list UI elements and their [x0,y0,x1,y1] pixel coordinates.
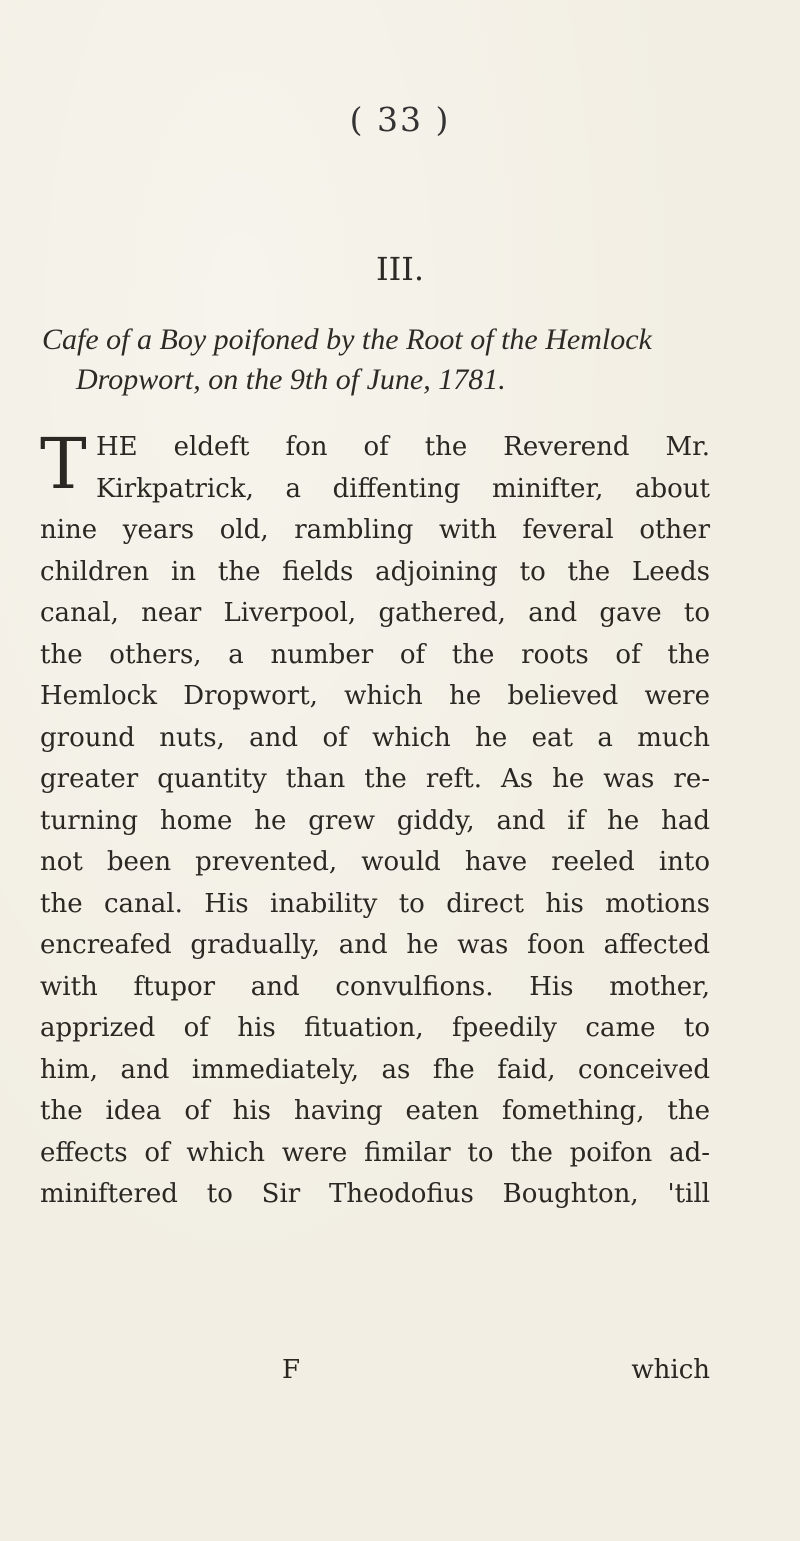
body-line: not been prevented, would have reeled into [40,847,710,877]
body-line: him, and immediately, as fhe faid, conceived [40,1054,710,1085]
signature-mark: F [282,1355,301,1385]
body-line: canal, near Liverpool, gathered, and gave to [40,598,710,628]
section-number: III. [375,250,425,288]
body-line: Hemlock Dropwort, which he believed were [40,681,710,711]
body-line: encreafed gradually, and he was foon affected [40,930,710,960]
body-line: children in the fields adjoining to the Leeds [40,556,710,587]
body-line: the canal. His inability to direct his motions [40,888,710,919]
body-line: miniftered to Sir Theodofius Boughton, 'till [40,1179,710,1209]
body-line: HE eldeft fon of the Reverend Mr. [96,432,710,462]
drop-cap: T [40,423,87,505]
body-text [40,423,710,1216]
catchword: which [631,1355,710,1385]
body-line: effects of which were fimilar to the poifon ad- [40,1137,710,1168]
case-title-line-2: Dropwort, on the 9th of June, 1781. [76,363,506,396]
case-title [42,320,762,400]
body-line: ground nuts, and of which he eat a much [40,722,710,753]
body-line: with ftupor and convulfions. His mother, [40,971,710,1002]
body-line: apprized of his fituation, fpeedily came to [40,1013,710,1043]
body-line: the others, a number of the roots of the [40,639,710,670]
page-number: ( 33 ) [349,100,451,139]
case-title-line-1: Cafe of a Boy poifoned by the Root of the Hemlock [42,323,652,356]
body-line: nine years old, rambling with feveral other [40,515,710,545]
body-line: Kirkpatrick, a diffenting minifter, about [96,473,710,504]
body-line: turning home he grew giddy, and if he had [40,805,710,836]
body-line: the idea of his having eaten fomething, the [40,1096,710,1126]
body-line: greater quantity than the reft. As he was re- [40,764,710,794]
